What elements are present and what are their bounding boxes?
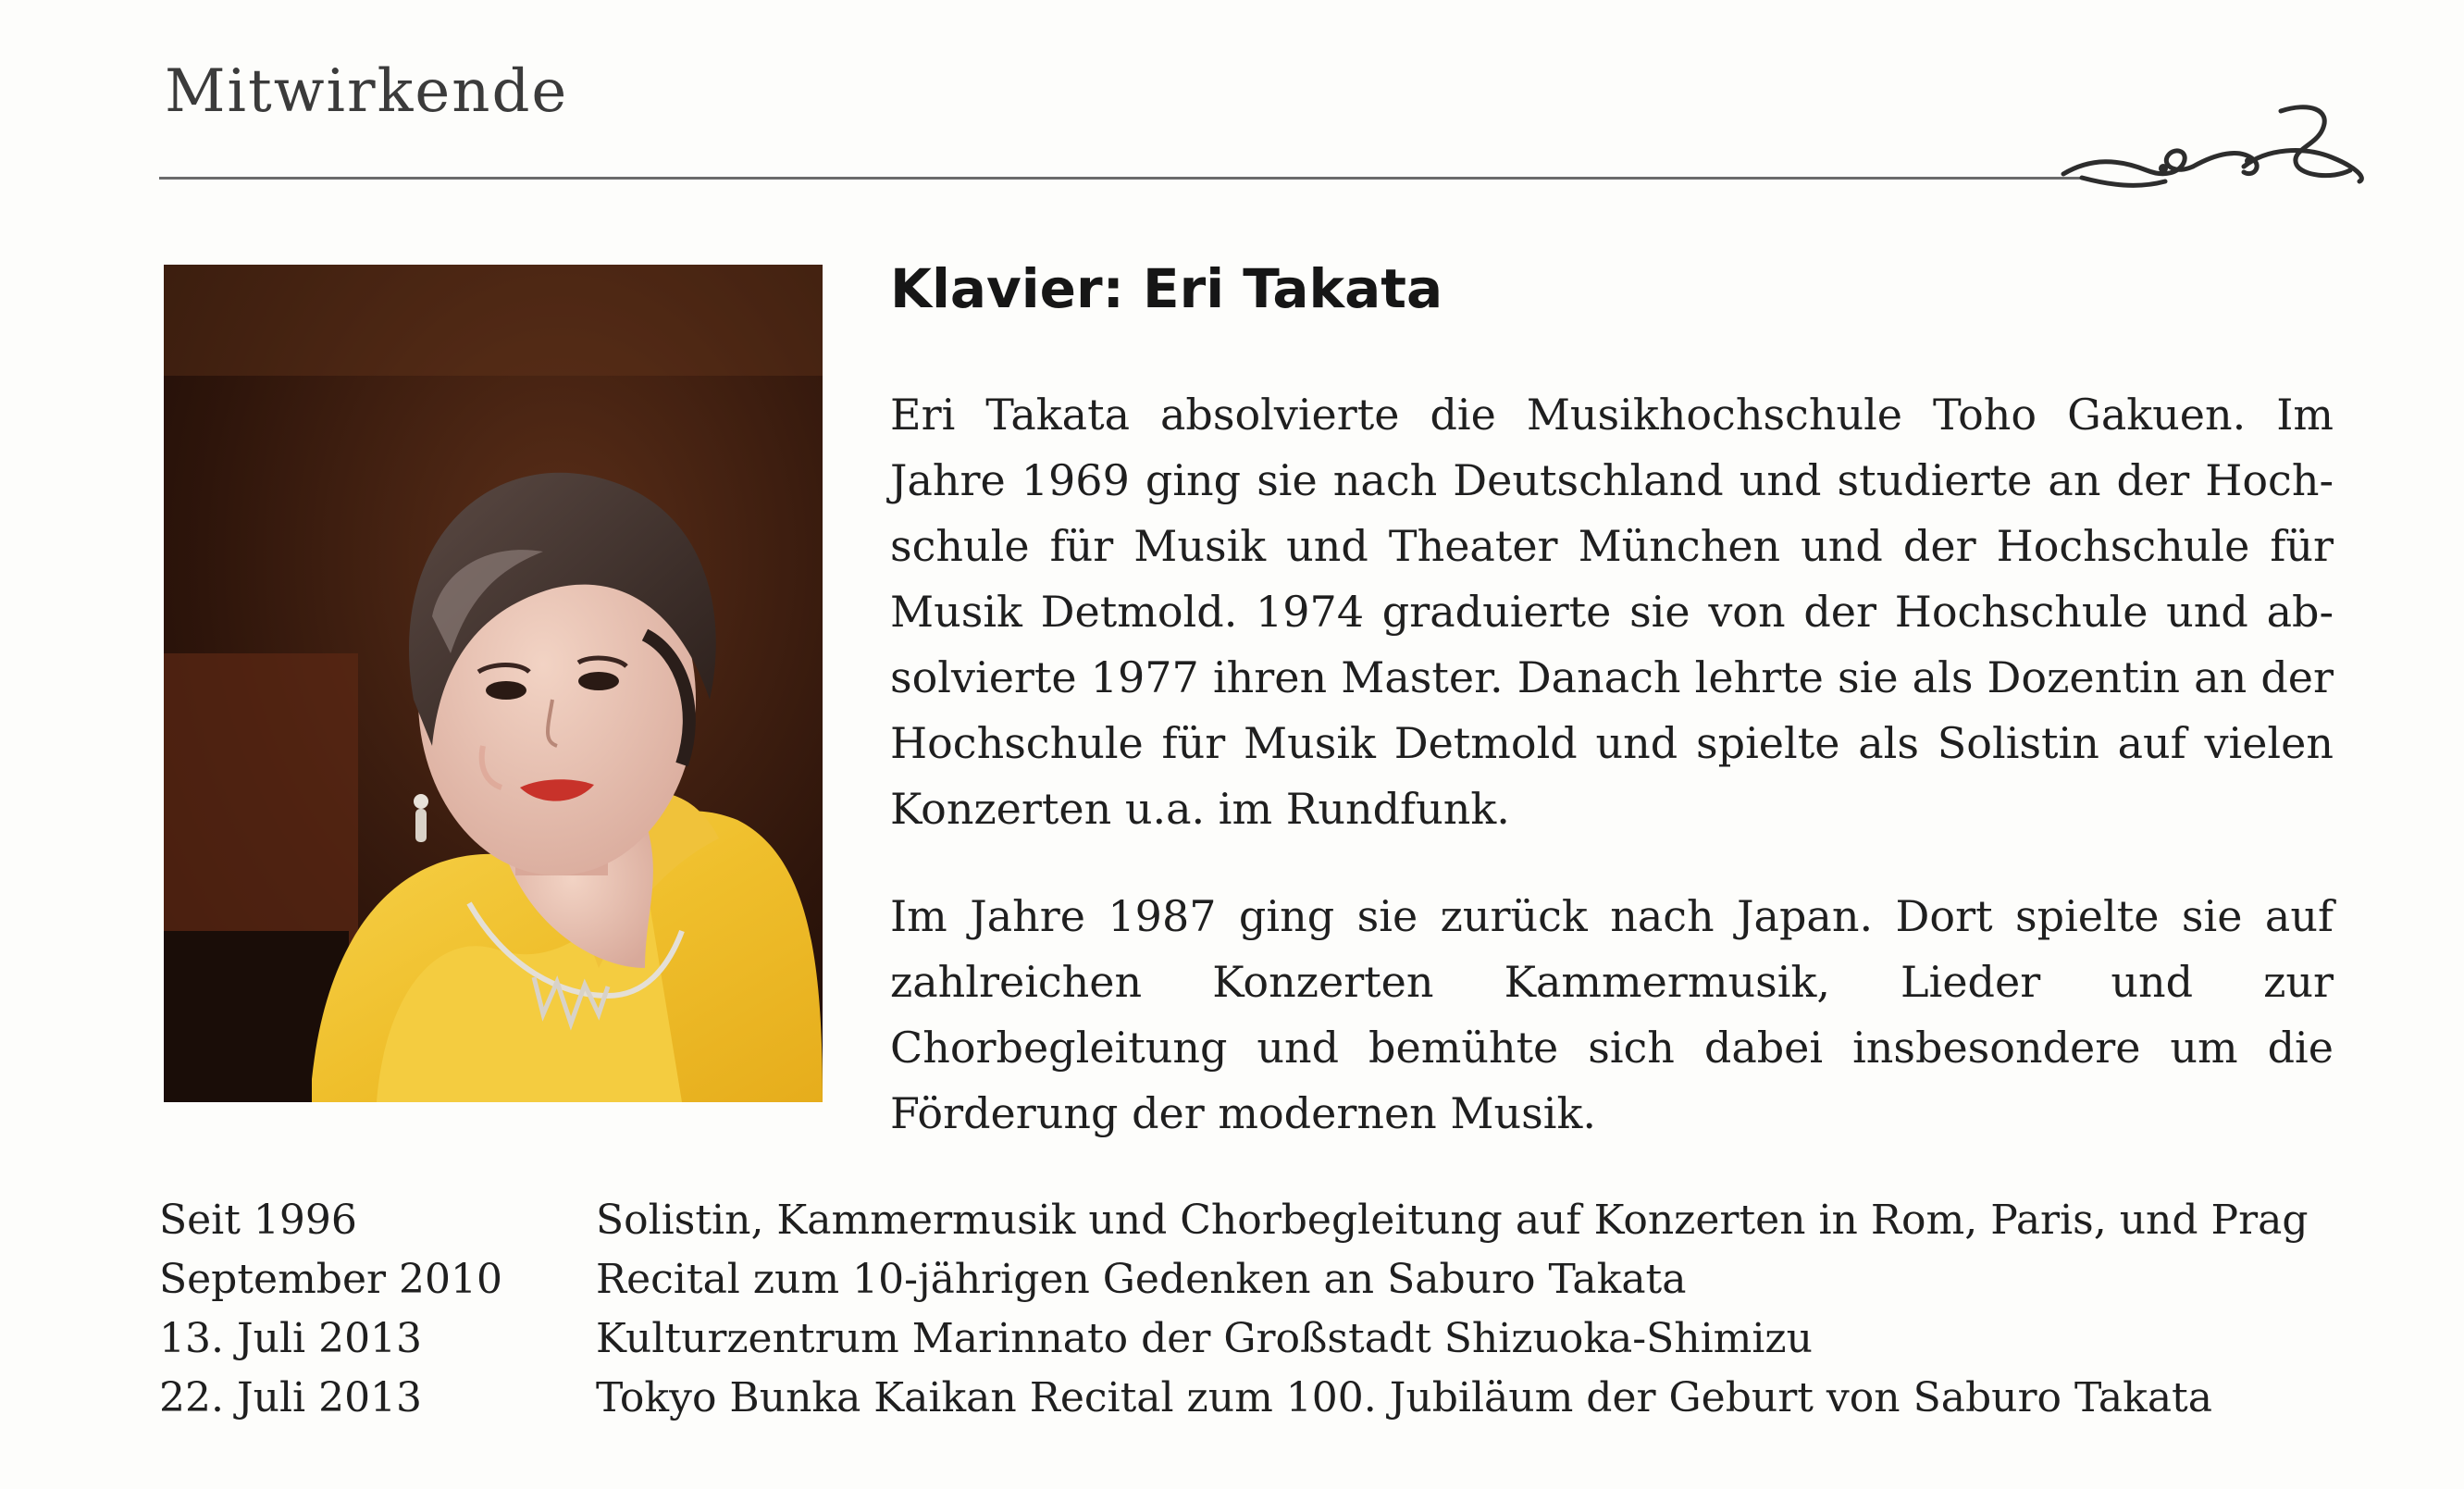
timeline-date: 22. Juli 2013 xyxy=(159,1373,423,1421)
timeline-row xyxy=(159,1190,2361,1249)
timeline-row xyxy=(159,1368,2361,1427)
section-title: Mitwirkende xyxy=(165,57,569,126)
performance-timeline xyxy=(159,1190,2361,1427)
biography-paragraph: Im Jahre 1987 ging sie zurück nach Japan. Dort spielte sie auf zahlreichen Konzerten Kammermusik, Lieder und zur Chorbegleitung und bemühte sich dabei insbesondere um die Förderung der modernen Musik. xyxy=(890,891,2334,1138)
timeline-row xyxy=(159,1249,2361,1309)
flourish-ornament-icon xyxy=(2054,93,2378,204)
timeline-event: Solistin, Kammermusik und Chorbegleitung auf Konzerten in Rom, Paris, und Prag xyxy=(596,1196,2309,1244)
timeline-date: September 2010 xyxy=(159,1255,502,1303)
timeline-date: Seit 1996 xyxy=(159,1196,357,1244)
timeline-event: Kulturzentrum Marinnato der Großstadt Shizuoka-Shimizu xyxy=(596,1314,1813,1362)
portrait-photo xyxy=(164,265,823,1102)
biography-paragraph: Eri Takata absolvierte die Musikhochschule Toho Gakuen. Im Jahre 1969 ging sie nach Deutschland und studierte an der Hochschule für Musik und Theater München und der Hochschule für Musik Detmold. 1974 graduierte sie von der Hochschule und absolvierte 1977 ihren Master. Danach lehrte sie als Dozentin an der Hochschule für Musik Detmold und spielte als Solistin auf vielen Konzerten u.a. im Rundfunk. xyxy=(890,390,2334,834)
timeline-event: Tokyo Bunka Kaikan Recital zum 100. Jubiläum der Geburt von Saburo Takata xyxy=(596,1373,2212,1421)
timeline-date: 13. Juli 2013 xyxy=(159,1314,423,1362)
title-divider xyxy=(159,177,2084,180)
timeline-event: Recital zum 10-jährigen Gedenken an Saburo Takata xyxy=(596,1255,1687,1303)
timeline-row xyxy=(159,1309,2361,1368)
profile-heading: Klavier: Eri Takata xyxy=(890,257,1443,320)
